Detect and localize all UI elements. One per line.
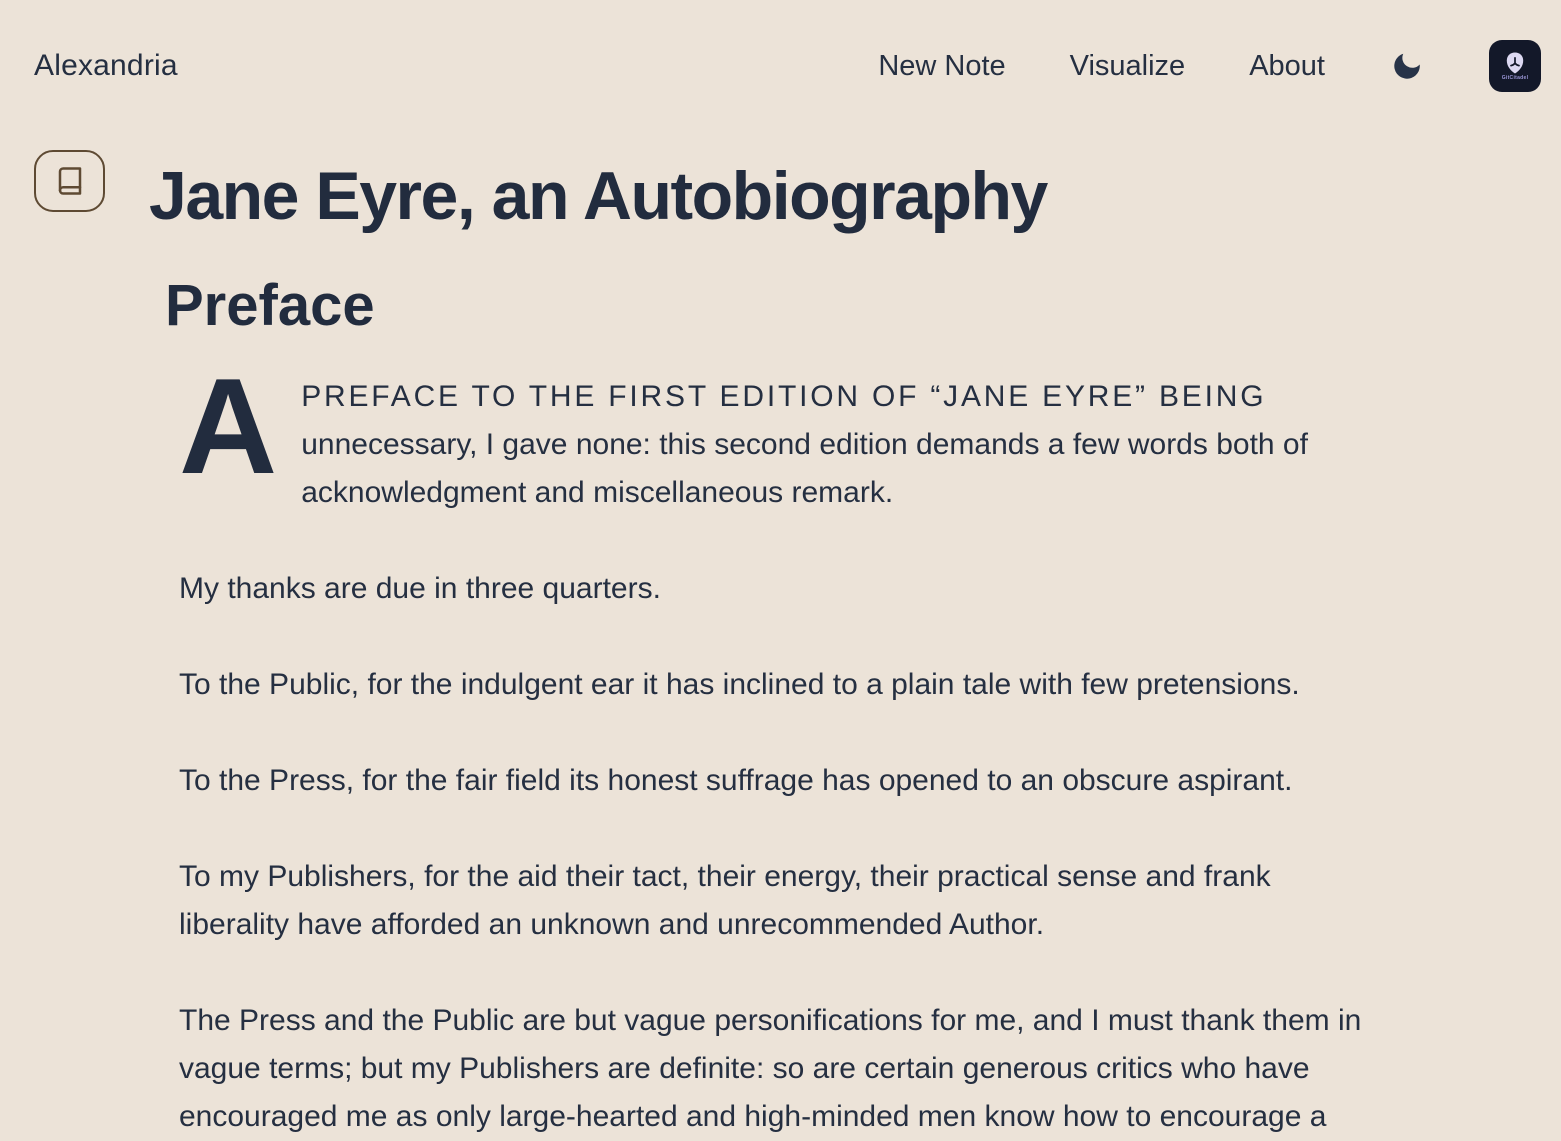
drop-cap: A [179,350,278,502]
paragraph: My thanks are due in three quarters. [179,572,661,605]
account-avatar[interactable] [1489,40,1541,92]
nav-visualize[interactable]: Visualize [1069,49,1186,82]
lead-first-line: PREFACE TO THE FIRST EDITION OF “JANE EYRE” BEING [301,380,1267,413]
section-heading: Preface [165,273,375,338]
app-logo[interactable]: Alexandria [34,49,178,82]
article-body [179,350,1379,1141]
avatar-label: GitCitadel [1501,74,1529,81]
paragraph: The Press and the Public are but vague personifications for me, and I must thank them in vague terms; but my Publishers are definite: so are certain generous critics who have encouraged me as only large-hearted and high-minded men know how to encourage a [179,1004,1362,1133]
nav-new-note[interactable]: New Note [878,49,1006,82]
nav-links [878,40,1541,92]
nav-about[interactable]: About [1249,49,1325,82]
top-nav [0,0,1561,92]
title-row [34,150,1561,234]
theme-toggle-button[interactable] [1389,48,1425,84]
lead-paragraph [179,350,1379,517]
paragraph: To the Public, for the indulgent ear it has inclined to a plain tale with few pretensions. [179,668,1300,701]
page-title: Jane Eyre, an Autobiography [149,158,1047,234]
moon-icon [1390,49,1424,83]
reader-main [0,150,1561,1141]
paragraph: To my Publishers, for the aid their tact, their energy, their practical sense and frank liberality have afforded an unknown and unrecommended Author. [179,860,1271,941]
paragraph: To the Press, for the fair field its honest suffrage has opened to an obscure aspirant. [179,764,1293,797]
book-icon [55,166,85,196]
book-icon-badge [34,150,105,212]
lead-rest: unnecessary, I gave none: this second edition demands a few words both of acknowledgment and miscellaneous remark. [301,428,1308,509]
helmet-icon [1503,51,1527,75]
